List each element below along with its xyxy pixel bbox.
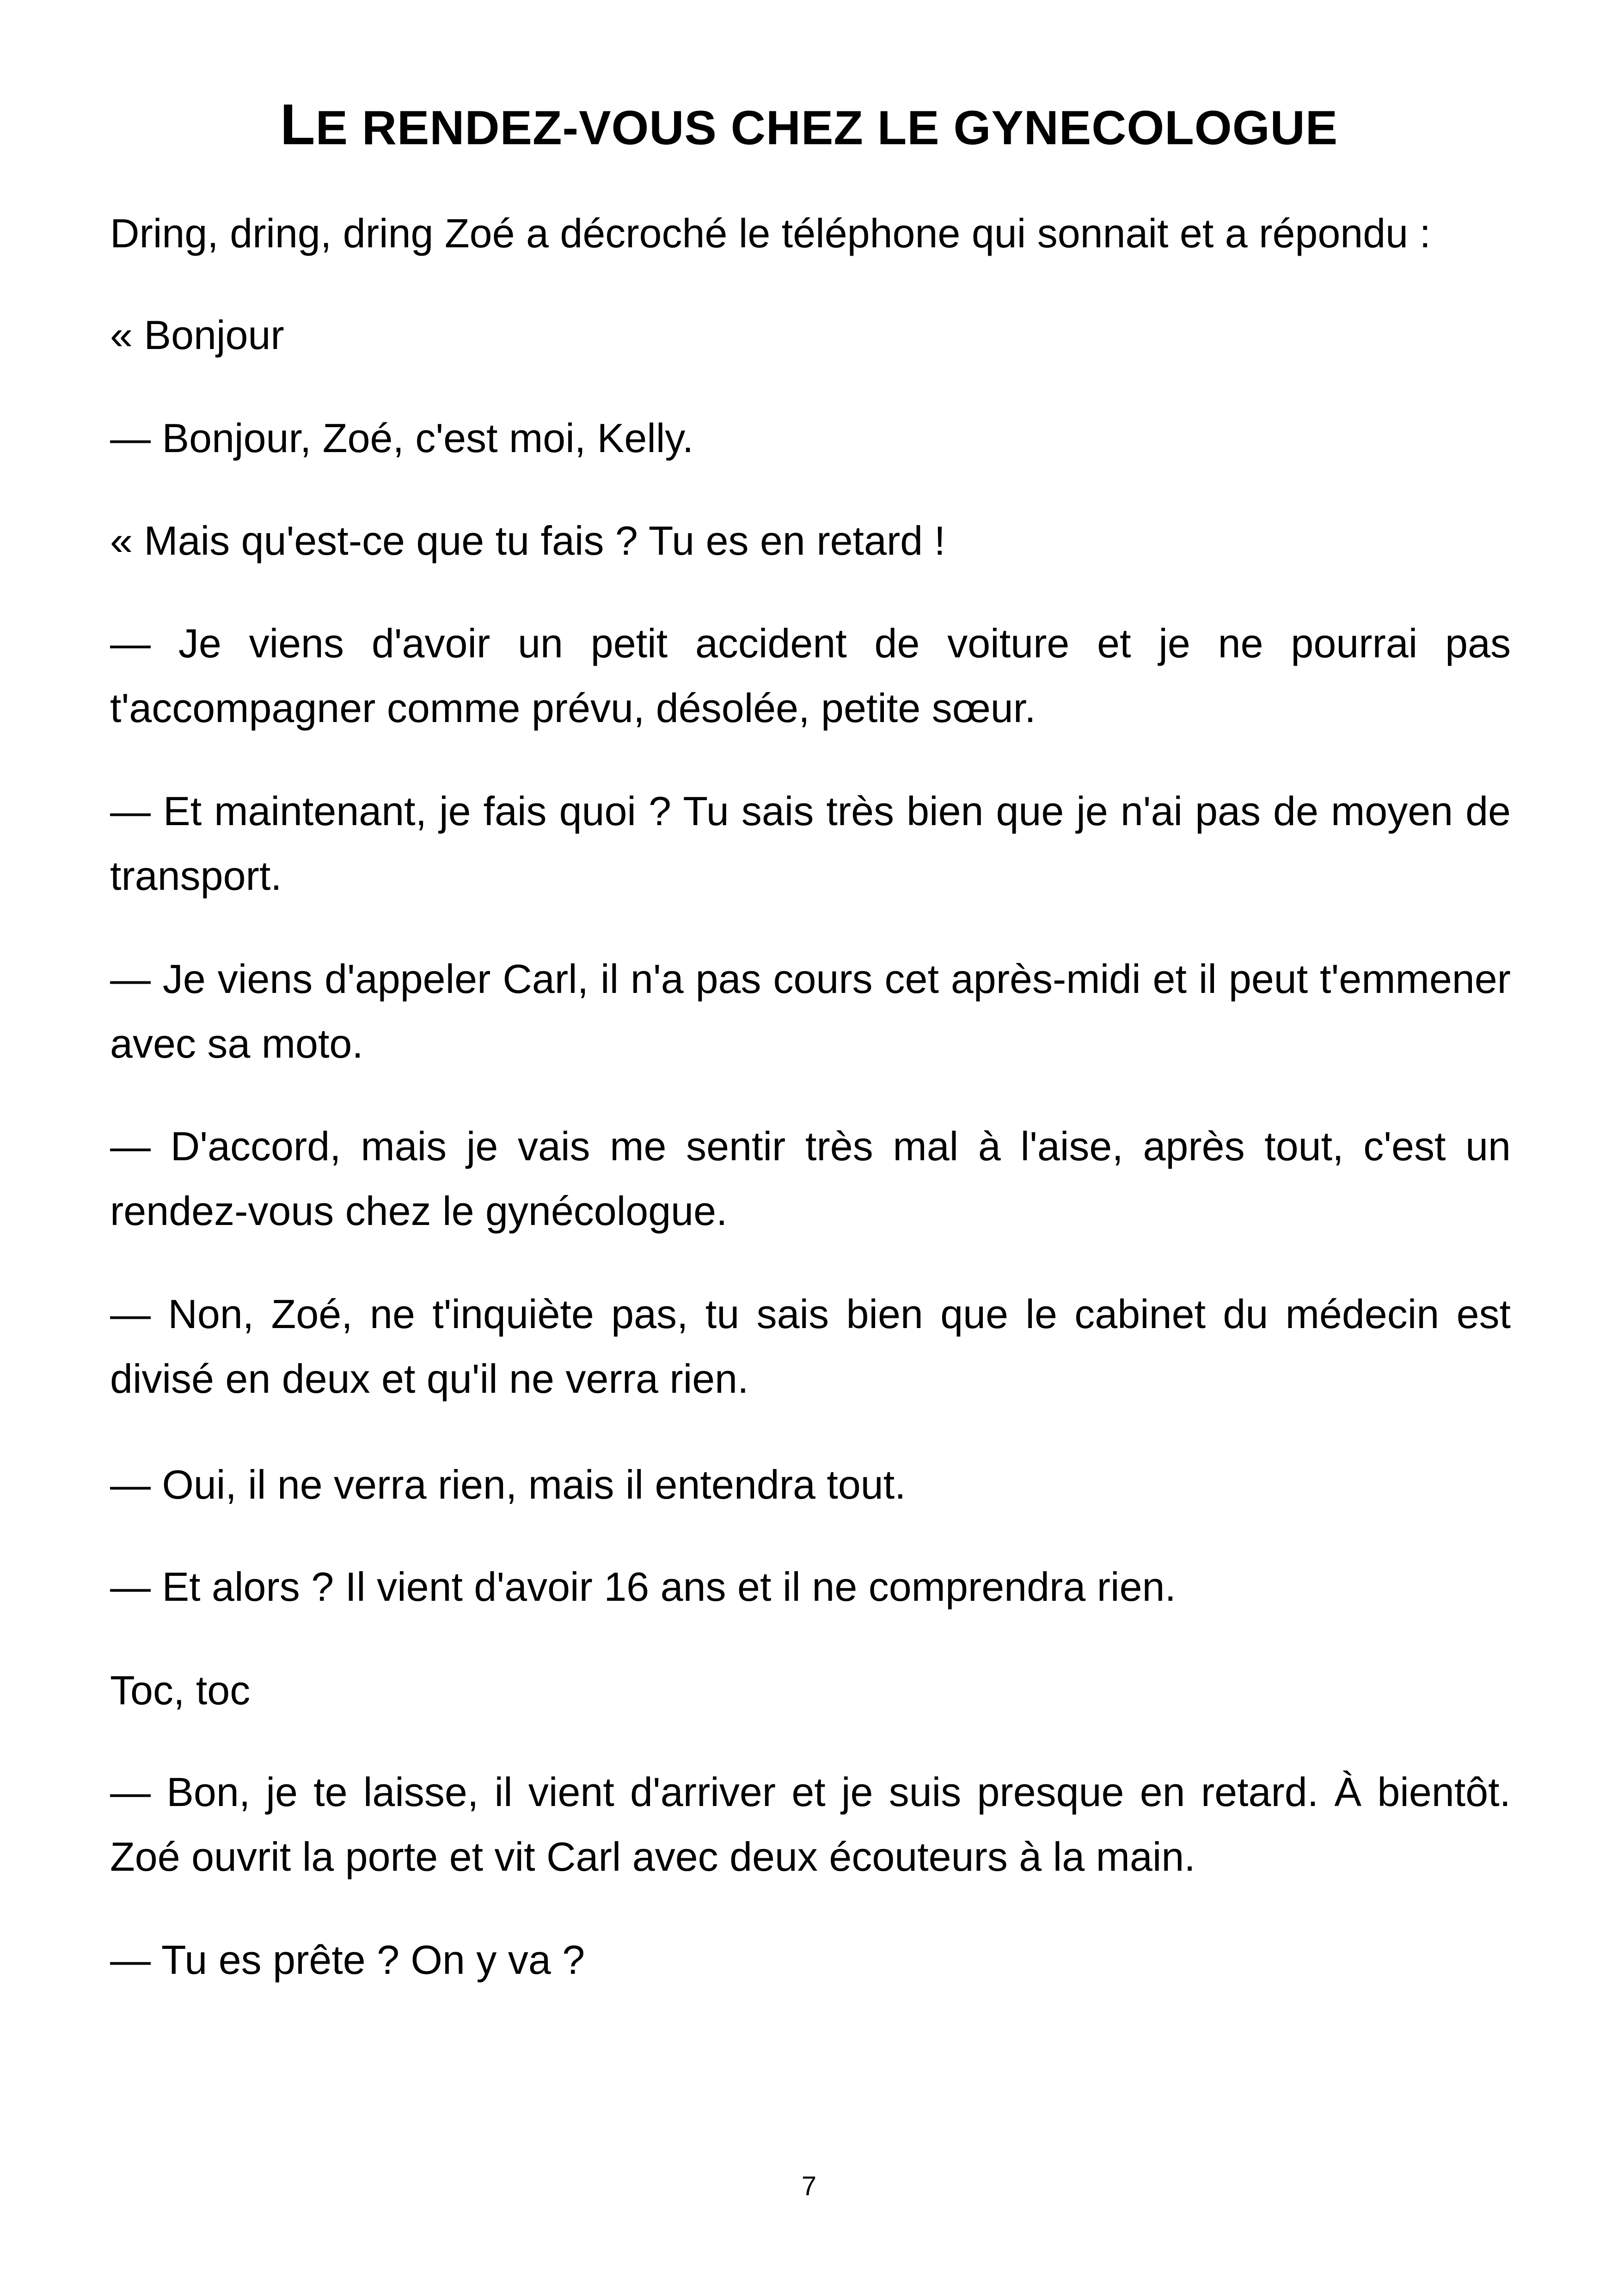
paragraph-10: — Oui, il ne verra rien, mais il entendra tout. [110,1462,906,1507]
chapter-title [0,90,1618,163]
paragraph-14: — Tu es prête ? On y va ? [110,1937,585,1983]
paragraph-1: Dring, dring, dring Zoé a décroché le téléphone qui sonnait et a répondu : [110,210,1431,256]
paragraph-4: « Mais qu'est-ce que tu fais ? Tu es en retard ! [110,518,946,563]
paragraph-2: « Bonjour [110,312,284,358]
paragraph-5: — Je viens d'avoir un petit accident de voiture et je ne pourrai pas t'accompagner comme prévu, désolée, petite sœur. [110,620,1511,731]
paragraph-7: — Je viens d'appeler Carl, il n'a pas cours cet après-midi et il peut t'emmener avec sa moto. [110,956,1511,1066]
paragraph-3: — Bonjour, Zoé, c'est moi, Kelly. [110,415,694,461]
page-number: 7 [801,2171,817,2201]
paragraph-12: Toc, toc [110,1667,251,1713]
chapter-title-rest: E RENDEZ-VOUS CHEZ LE GYNECOLOGUE [315,101,1338,155]
chapter-title-initial: L [280,93,316,157]
paragraph-11: — Et alors ? Il vient d'avoir 16 ans et il ne comprendra rien. [110,1564,1176,1610]
paragraph-8: — D'accord, mais je vais me sentir très mal à l'aise, après tout, c'est un rendez-vous chez le gynécologue. [110,1123,1511,1234]
paragraph-6: — Et maintenant, je fais quoi ? Tu sais très bien que je n'ai pas de moyen de transport. [110,788,1511,899]
paragraph-9: — Non, Zoé, ne t'inquiète pas, tu sais bien que le cabinet du médecin est divisé en deux et qu'il ne verra rien. [110,1291,1511,1402]
paragraph-13: — Bon, je te laisse, il vient d'arriver et je suis presque en retard. À bientôt. Zoé ouvrit la porte et vit Carl avec deux écouteurs à la main. [110,1769,1511,1880]
